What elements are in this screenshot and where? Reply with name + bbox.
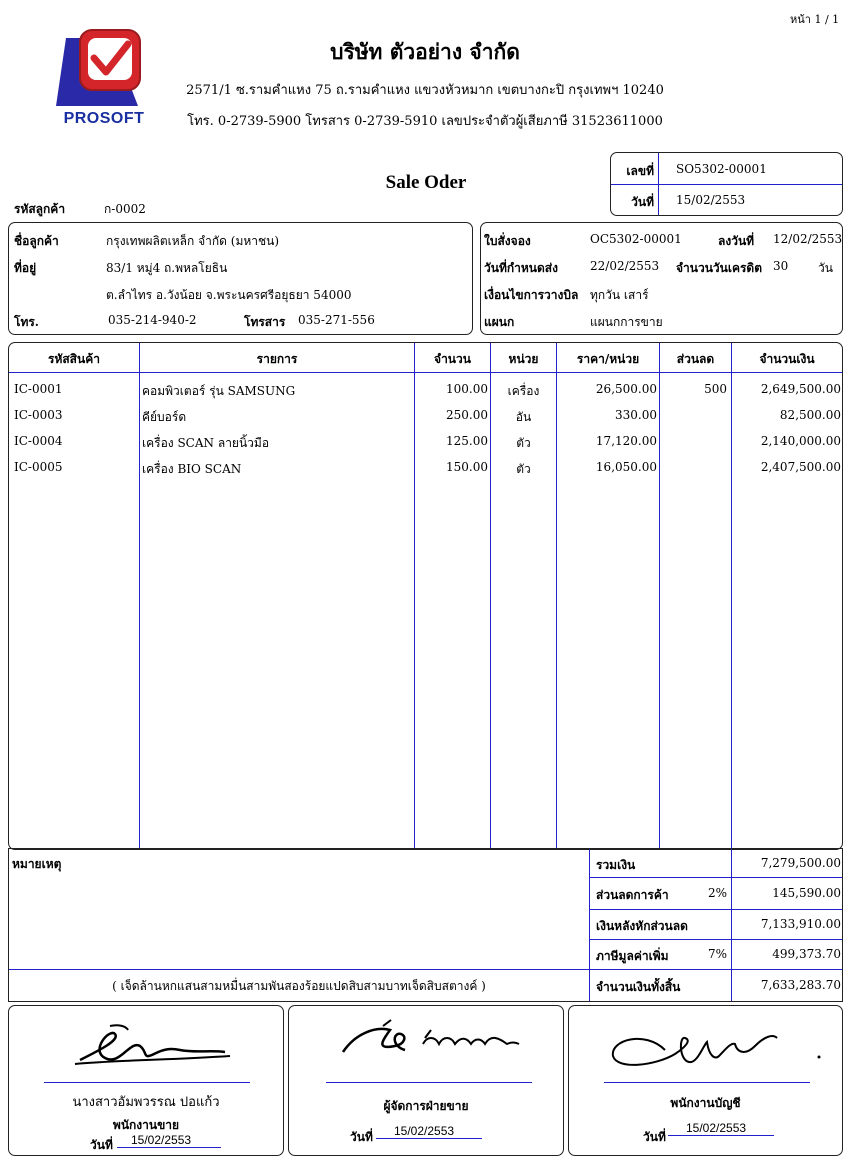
after-discount-label: เงินหลังหักส่วนลด <box>596 919 688 933</box>
row-code: IC-0005 <box>14 460 63 474</box>
doc-no-value: SO5302-00001 <box>676 162 767 176</box>
header-amount: จำนวนเงิน <box>759 352 815 366</box>
header-discount: ส่วนลด <box>676 352 715 366</box>
row-code: IC-0001 <box>14 382 63 396</box>
signature-sales-date: 15/02/2553 <box>117 1133 221 1148</box>
billing-condition-label: เงื่อนไขการวางบิล <box>484 288 579 302</box>
document-title: Sale Oder <box>385 172 467 193</box>
signature-sales-icon <box>70 1020 240 1075</box>
credit-days-unit: วัน <box>818 261 833 275</box>
row-price: 330.00 <box>615 408 657 422</box>
company-address: 2571/1 ซ.รามคำแหง 75 ถ.รามคำแหง แขวงหัวหมาก เขตบางกะปิ กรุงเทพฯ 10240 <box>186 83 664 98</box>
delivery-date-label: วันที่กำหนดส่ง <box>484 261 558 275</box>
signature-sales-date-label: วันที่ <box>90 1138 113 1152</box>
company-name: บริษัท ตัวอย่าง จำกัด <box>330 39 520 64</box>
row-unit: อัน <box>515 410 532 424</box>
row-amount: 2,649,500.00 <box>760 382 841 396</box>
row-price: 17,120.00 <box>595 434 657 448</box>
row-amount: 2,140,000.00 <box>760 434 841 448</box>
row-price: 16,050.00 <box>595 460 657 474</box>
customer-name-label: ชื่อลูกค้า <box>14 234 59 248</box>
row-discount: 500 <box>704 382 727 396</box>
after-discount-value: 7,133,910.00 <box>760 917 841 931</box>
credit-days-label: จำนวนวันเครดิต <box>676 261 763 275</box>
signature-accounting-date: 15/02/2553 <box>668 1121 774 1136</box>
company-contact: โทร. 0-2739-5900 โทรสาร 0-2739-5910 เลขประจำตัวผู้เสียภาษี 31523611000 <box>187 114 663 129</box>
header-desc: รายการ <box>256 352 298 366</box>
customer-address-line1: 83/1 หมู่4 ถ.พหลโยธิน <box>106 261 228 275</box>
page-number: หน้า 1 / 1 <box>790 13 840 26</box>
signature-sales-name: นางสาวอัมพวรรณ ปอแก้ว <box>72 1095 220 1110</box>
row-price: 26,500.00 <box>595 382 657 396</box>
signature-accounting-role: พนักงานบัญชี <box>670 1096 741 1110</box>
booking-value: OC5302-00001 <box>590 232 682 246</box>
row-code: IC-0003 <box>14 408 63 422</box>
total-label: รวมเงิน <box>596 858 636 872</box>
booking-label: ใบสั่งจอง <box>484 234 531 248</box>
signature-sales-role: พนักงานขาย <box>112 1118 180 1132</box>
header-qty: จำนวน <box>434 352 471 366</box>
row-qty: 125.00 <box>446 434 488 448</box>
signature-manager-icon <box>335 1016 525 1064</box>
customer-name-value: กรุงเทพผลิตเหล็ก จำกัด (มหาชน) <box>106 234 280 248</box>
header-price: ราคา/หน่วย <box>576 352 640 366</box>
row-desc: เครื่อง SCAN ลายนิ้วมือ <box>142 436 270 450</box>
department-value: แผนกการขาย <box>590 315 663 329</box>
signature-accounting-date-label: วันที่ <box>643 1130 666 1144</box>
row-unit: ตัว <box>516 462 531 476</box>
customer-fax-label: โทรสาร <box>244 315 286 329</box>
remark-label: หมายเหตุ <box>12 857 62 871</box>
row-desc: คีย์บอร์ด <box>142 410 187 424</box>
customer-code-value: ก-0002 <box>104 202 146 216</box>
doc-no-label: เลขที่ <box>626 164 654 178</box>
row-desc: คอมพิวเตอร์ รุ่น SAMSUNG <box>142 384 296 398</box>
row-qty: 250.00 <box>446 408 488 422</box>
header-code: รหัสสินค้า <box>48 352 100 366</box>
amount-in-words: ( เจ็ดล้านหกแสนสามหมื่นสามพันสองร้อยแปดสิบสามบาทเจ็ดสิบสตางค์ ) <box>112 979 486 993</box>
row-qty: 100.00 <box>446 382 488 396</box>
row-amount: 82,500.00 <box>779 408 841 422</box>
grand-total-value: 7,633,283.70 <box>760 978 841 992</box>
customer-address-label: ที่อยู่ <box>14 261 37 275</box>
company-logo <box>52 28 156 132</box>
customer-tel-label: โทร. <box>14 315 39 329</box>
signature-manager-date-label: วันที่ <box>350 1130 373 1144</box>
delivery-date-value: 22/02/2553 <box>590 259 660 273</box>
grand-total-label: จำนวนเงินทั้งสิ้น <box>596 980 681 994</box>
signature-accounting-icon <box>605 1020 830 1075</box>
department-label: แผนก <box>484 315 515 329</box>
row-qty: 150.00 <box>446 460 488 474</box>
customer-tel-value: 035-214-940-2 <box>108 313 197 327</box>
credit-days-value: 30 <box>773 259 789 273</box>
signature-manager-date: 15/02/2553 <box>376 1124 482 1139</box>
customer-address-line2: ต.ลำไทร อ.วังน้อย จ.พระนครศรีอยุธยา 54000 <box>106 288 352 302</box>
customer-code-label: รหัสลูกค้า <box>14 202 66 216</box>
row-unit: เครื่อง <box>507 384 540 398</box>
header-unit: หน่วย <box>508 352 539 366</box>
doc-date-label: วันที่ <box>631 195 654 209</box>
row-amount: 2,407,500.00 <box>760 460 841 474</box>
signed-date-value: 12/02/2553 <box>773 232 843 246</box>
trade-discount-value: 145,590.00 <box>772 886 841 900</box>
total-value: 7,279,500.00 <box>760 856 841 870</box>
billing-condition-value: ทุกวัน เสาร์ <box>590 288 649 302</box>
vat-value: 499,373.70 <box>772 947 841 961</box>
doc-date-value: 15/02/2553 <box>676 193 746 207</box>
trade-discount-percent: 2% <box>708 886 728 900</box>
signed-date-label: ลงวันที่ <box>718 234 755 248</box>
customer-fax-value: 035-271-556 <box>298 313 375 327</box>
row-desc: เครื่อง BIO SCAN <box>142 462 242 476</box>
trade-discount-label: ส่วนลดการค้า <box>596 888 669 902</box>
vat-label: ภาษีมูลค่าเพิ่ม <box>596 949 669 963</box>
vat-percent: 7% <box>708 947 728 961</box>
row-code: IC-0004 <box>14 434 63 448</box>
row-unit: ตัว <box>516 436 531 450</box>
signature-manager-role: ผู้จัดการฝ่ายขาย <box>383 1099 469 1113</box>
logo-text: PROSOFT <box>63 110 145 127</box>
